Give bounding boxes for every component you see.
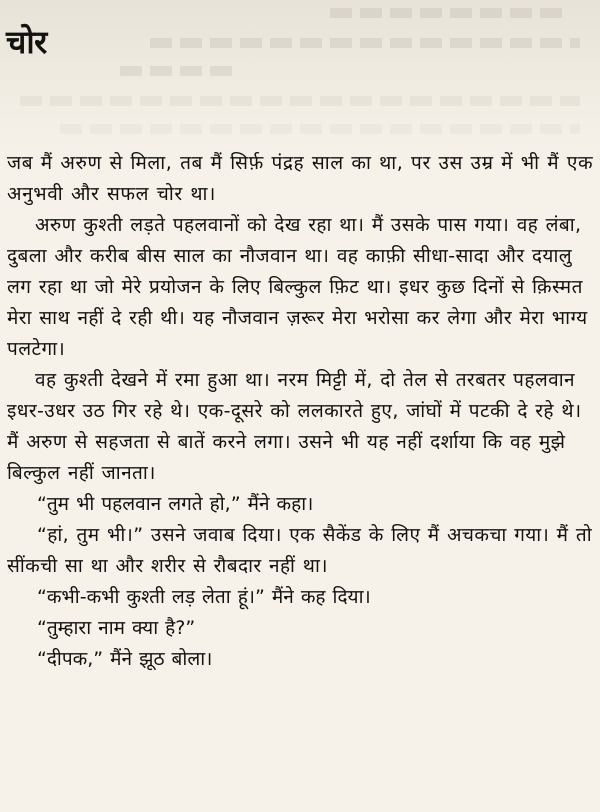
show-through-text	[150, 38, 580, 48]
show-through-text	[120, 66, 240, 76]
paragraph-1: जब मैं अरुण से मिला, तब मैं सिर्फ़ पंद्रह साल का था, पर उस उम्र में भी मैं एक अनुभवी और सफल चोर था।	[7, 152, 594, 205]
dialogue-4: “तुम्हारा नाम क्या है?”	[37, 617, 196, 639]
show-through-text	[20, 96, 580, 106]
chapter-title: चोर	[6, 23, 47, 61]
show-through-text	[60, 124, 580, 134]
story-text	[7, 148, 595, 675]
dialogue-1: “तुम भी पहलवान लगते हो,” मैंने कहा।	[37, 493, 314, 515]
paragraph-2: अरुण कुश्ती लड़ते पहलवानों को देख रहा था। मैं उसके पास गया। वह लंबा, दुबला और करीब बीस साल का नौजवान था। वह काफ़ी सीधा-सादा और दयालु लग रहा था जो मेरे प्रयोजन के लिए बिल्कुल फ़िट था। इधर कुछ दिनों से क़िस्मत मेरा साथ नहीं दे रही थी। यह नौजवान ज़रूर मेरा भरोसा कर लेगा और मेरा भाग्य पलटेगा।	[7, 214, 588, 360]
dialogue-2: “हां, तुम भी।” उसने जवाब दिया। एक सैकेंड के लिए मैं अचकचा गया। मैं तो सींकची सा था और शरीर से रौबदार नहीं था।	[7, 524, 593, 577]
dialogue-5: “दीपक,” मैंने झूठ बोला।	[37, 648, 213, 670]
show-through-text	[330, 8, 570, 18]
paragraph-3: वह कुश्ती देखने में रमा हुआ था। नरम मिट्टी में, दो तेल से तरबतर पहलवान इधर-उधर उठ गिर रहे थे। एक-दूसरे को ललकारते हुए, जांघों में पटकी दे रहे थे। मैं अरुण से सहजता से बातें करने लगा। उसने भी यह नहीं दर्शाया कि वह मुझे बिल्कुल नहीं जानता।	[7, 369, 582, 484]
dialogue-3: “कभी-कभी कुश्ती लड़ लेता हूं।” मैंने कह दिया।	[37, 586, 371, 608]
